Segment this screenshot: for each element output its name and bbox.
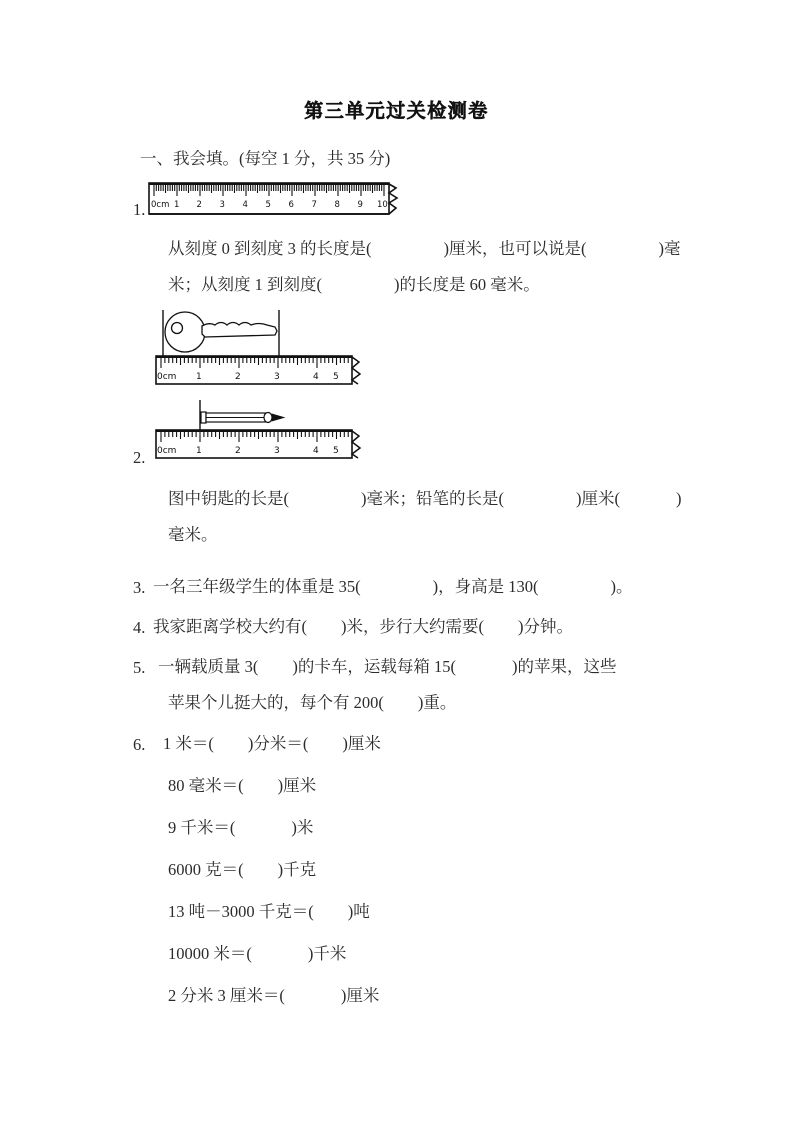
svg-text:9: 9 [357,200,363,210]
question-4-line-1 [153,618,573,636]
svg-text:2: 2 [235,446,241,456]
conv2-right: )厘米 [277,776,317,795]
svg-text:5: 5 [265,200,271,210]
svg-text:5: 5 [333,372,339,382]
svg-text:10: 10 [377,200,388,210]
conv4-right: )千克 [277,860,317,879]
conv7-left: 2 分米 3 厘米＝( [168,986,285,1005]
q4-before: 我家距离学校大约有( [153,617,307,636]
conversion-line-3 [168,819,313,837]
conversion-line-1 [163,735,381,753]
conv5-right: )吨 [347,902,370,921]
pencil-ruler-svg [155,400,370,462]
question-number-2: 2. [133,448,146,467]
figure-pencil-on-ruler [155,400,370,462]
svg-text:0cm: 0cm [157,372,177,382]
conv6-left: 10000 米＝( [168,944,252,963]
q4-after: )分钟。 [518,617,573,636]
conv7-right: )厘米 [340,986,380,1005]
question-number-6: 6. [133,735,146,754]
svg-text:1: 1 [196,372,202,382]
q3-mid: )，身高是 130( [432,577,539,596]
figure-key-on-ruler [155,310,370,392]
question-2-line-1 [168,490,682,508]
conv1-mid: )分米＝( [247,734,309,753]
question-2-line-2 [168,526,218,544]
conversion-line-4 [168,861,316,879]
conv6-right: )千米 [307,944,347,963]
svg-text:1: 1 [174,200,180,210]
conversion-line-6 [168,945,346,963]
svg-text:4: 4 [313,372,319,382]
svg-text:4: 4 [313,446,319,456]
svg-text:1: 1 [196,446,202,456]
svg-text:6: 6 [288,200,294,210]
svg-text:4: 4 [242,200,248,210]
svg-text:3: 3 [274,446,280,456]
conversion-line-7 [168,987,379,1005]
conv5-left: 13 吨－3000 千克＝( [168,902,314,921]
q2-l1-before: 图中钥匙的长是( [168,489,289,508]
q2-l1-mid2: )厘米( [576,489,620,508]
key-ruler-svg [155,310,370,392]
q5-l1-mid: )的卡车，运载每箱 15( [292,657,456,676]
question-3-line-1 [153,578,633,596]
conv2-left: 80 毫米＝( [168,776,244,795]
svg-text:0cm: 0cm [151,200,170,210]
svg-text:5: 5 [333,446,339,456]
svg-text:8: 8 [334,200,340,210]
svg-text:7: 7 [311,200,317,210]
conversion-line-5 [168,903,370,921]
q4-mid: )米，步行大约需要( [341,617,484,636]
q2-l1-after: ) [676,489,682,508]
conversion-line-2 [168,777,316,795]
q1-l2-before: 米；从刻度 1 到刻度( [168,275,322,294]
q5-l2-after: )重。 [417,693,457,712]
svg-text:3: 3 [274,372,280,382]
q2-l1-mid: )毫米；铅笔的长是( [361,489,504,508]
conv1-left: 1 米＝( [163,734,214,753]
q3-after: )。 [610,577,633,596]
question-1-line-2 [168,276,540,294]
section-heading-fill-in-blanks: 一、我会填。(每空 1 分，共 35 分) [140,149,391,168]
question-number-1: 1. [133,200,146,219]
conv4-left: 6000 克＝( [168,860,244,879]
svg-text:2: 2 [196,200,202,210]
figure-ruler-0-to-10 [148,182,406,216]
conv1-right: )厘米 [342,734,381,753]
question-number-5: 5. [133,658,146,677]
question-1-line-1 [168,240,681,258]
q1-l1-after: )毫 [658,239,681,258]
svg-text:0cm: 0cm [157,446,177,456]
q1-l2-after: )的长度是 60 毫米。 [394,275,540,294]
page-title: 第三单元过关检测卷 [304,100,489,122]
question-number-4: 4. [133,618,146,637]
svg-text:2: 2 [235,372,241,382]
q5-l1-after: )的苹果，这些 [512,657,617,676]
q1-l1-before: 从刻度 0 到刻度 3 的长度是( [168,239,372,258]
ruler-0-to-10-svg [148,182,406,216]
q2-l2-before: 毫米。 [168,525,218,544]
question-number-3: 3. [133,578,146,597]
q5-l2-before: 苹果个儿挺大的，每个有 200( [168,693,384,712]
q3-before: 一名三年级学生的体重是 35( [153,577,361,596]
q5-l1-before: 一辆载质量 3( [158,657,259,676]
question-5-line-2 [168,694,456,712]
svg-text:3: 3 [219,200,225,210]
question-5-line-1 [158,658,617,676]
conv3-left: 9 千米＝( [168,818,236,837]
q1-l1-mid: )厘米，也可以说是( [443,239,587,258]
conv3-right: )米 [291,818,314,837]
